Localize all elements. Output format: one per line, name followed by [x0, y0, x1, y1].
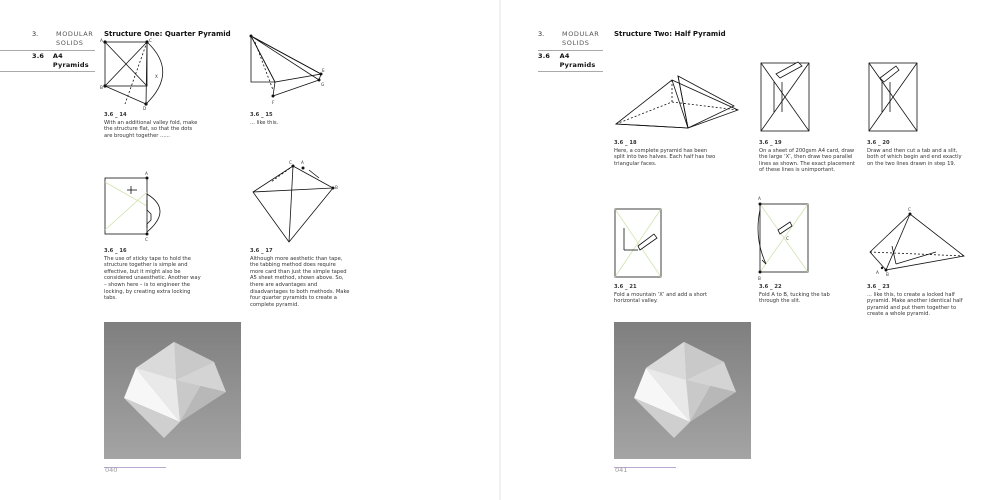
caption-number: 3.6 _ 14 [104, 112, 127, 118]
chapter-label-line2: SOLIDS [562, 39, 590, 47]
caption-number: 3.6 _ 22 [759, 284, 782, 290]
caption-3-6-22 [759, 284, 851, 305]
caption-number: 3.6 _ 21 [614, 284, 637, 290]
page-number: 040 [105, 466, 118, 474]
chapter-label-line2: SOLIDS [56, 39, 84, 47]
label-b: B [758, 276, 761, 281]
diagram-3-6-21 [612, 206, 666, 280]
chapter-number: 3. [32, 30, 39, 38]
chapter-row-2 [32, 39, 95, 48]
label-a: A [758, 196, 761, 201]
diagram-3-6-14 [99, 38, 179, 110]
label-b: B [886, 272, 889, 277]
label-f: F [272, 100, 275, 105]
chapter-row [32, 30, 95, 39]
section-row [0, 50, 95, 72]
chapter-row [538, 30, 603, 39]
caption-number: 3.6 _ 15 [250, 112, 273, 118]
caption-number: 3.6 _ 23 [867, 284, 890, 290]
caption-text: The use of sticky tape to hold the structure together is simple and effective, but it might also be considered unaesthetic. Another way – shown here – is to engineer the locking, by creating extra locking tabs. [104, 255, 201, 302]
label-x: X [155, 74, 158, 79]
label-a: A [100, 38, 103, 43]
diagram-3-6-16 [101, 170, 171, 244]
chapter-row-2 [538, 39, 603, 48]
caption-number: 3.6 _ 17 [250, 248, 273, 254]
caption-text: Although more aesthetic than tape, the tabbing method does require more card than just the simple taped A5 sheet method, shown above. So, there are advantages and disadvantages to both methods. Make four quarter pyramids to create a complete pyramid. [250, 255, 350, 308]
label-c: C [149, 38, 152, 43]
label-d: D [143, 106, 147, 110]
chapter-number: 3. [538, 30, 545, 38]
caption-number: 3.6 _ 18 [614, 140, 637, 146]
pyramid-photo [104, 322, 241, 459]
section-title: Structure One: Quarter Pyramid [104, 30, 231, 38]
right-page [500, 0, 1000, 500]
section-number: 3.6 [32, 52, 45, 60]
label-b: B [335, 185, 338, 190]
caption-text: ... like this, to create a locked half pyramid. Make another identical half pyramid and put them together to create a whole pyramid. [867, 291, 963, 318]
chapter-label-line1: MODULAR [56, 30, 94, 38]
label-c: C [289, 160, 292, 165]
diagram-3-6-23 [866, 206, 966, 278]
label-a: A [301, 160, 304, 165]
caption-3-6-16 [104, 248, 202, 302]
diagram-3-6-18 [612, 72, 742, 132]
label-g: G [321, 82, 325, 87]
section-number: 3.6 [538, 52, 551, 60]
section-label: A4 Pyramids [559, 52, 596, 69]
pyramid-photo [614, 322, 751, 459]
diagram-3-6-19 [758, 60, 814, 134]
caption-text: Here, a complete pyramid has been split into two halves. Each half has two triangular faces. [614, 147, 716, 167]
section-label: A4 Pyramids [52, 52, 89, 69]
caption-3-6-21 [614, 284, 714, 305]
caption-number: 3.6 _ 16 [104, 248, 127, 254]
caption-text: ... like this. [250, 119, 279, 126]
caption-3-6-18 [614, 140, 718, 167]
diagram-3-6-17 [247, 158, 343, 248]
right-nav [538, 30, 603, 72]
label-b: B [100, 85, 103, 90]
label-e: E [322, 68, 325, 73]
caption-number: 3.6 _ 19 [759, 140, 782, 146]
caption-text: With an additional valley fold, make the structure flat, so that the dots are brought together ...... [104, 119, 198, 139]
caption-text: Draw and then cut a tab and a slit, both of which begin and end exactly on the two lines drawn in step 19. [867, 147, 962, 167]
caption-3-6-14 [104, 112, 200, 139]
label-a: A [876, 270, 879, 275]
caption-3-6-20 [867, 140, 967, 167]
caption-text: Fold A to B, tucking the tab through the slit. [759, 291, 830, 305]
left-nav [0, 30, 95, 72]
label-c: C [908, 207, 911, 212]
chapter-label-line1: MODULAR [562, 30, 600, 38]
diagram-3-6-20 [866, 60, 922, 134]
label-a: A [145, 171, 148, 176]
caption-number: 3.6 _ 20 [867, 140, 890, 146]
caption-text: On a sheet of 200gsm A4 card, draw the large ‘X’, then draw two parallel lines as shown. The exact placement of these lines is unimportant. [759, 147, 855, 174]
caption-3-6-23 [867, 284, 963, 318]
caption-3-6-19 [759, 140, 859, 174]
diagram-3-6-22 [750, 194, 814, 282]
section-row [538, 50, 603, 72]
caption-3-6-15 [250, 112, 340, 126]
caption-3-6-17 [250, 248, 350, 308]
label-c: C [786, 236, 789, 241]
section-title: Structure Two: Half Pyramid [614, 30, 726, 38]
page-number: 041 [615, 466, 628, 474]
diagram-3-6-15 [245, 34, 327, 110]
caption-text: Fold a mountain ‘X’ and add a short horizontal valley. [614, 291, 708, 305]
label-c: C [145, 237, 148, 242]
